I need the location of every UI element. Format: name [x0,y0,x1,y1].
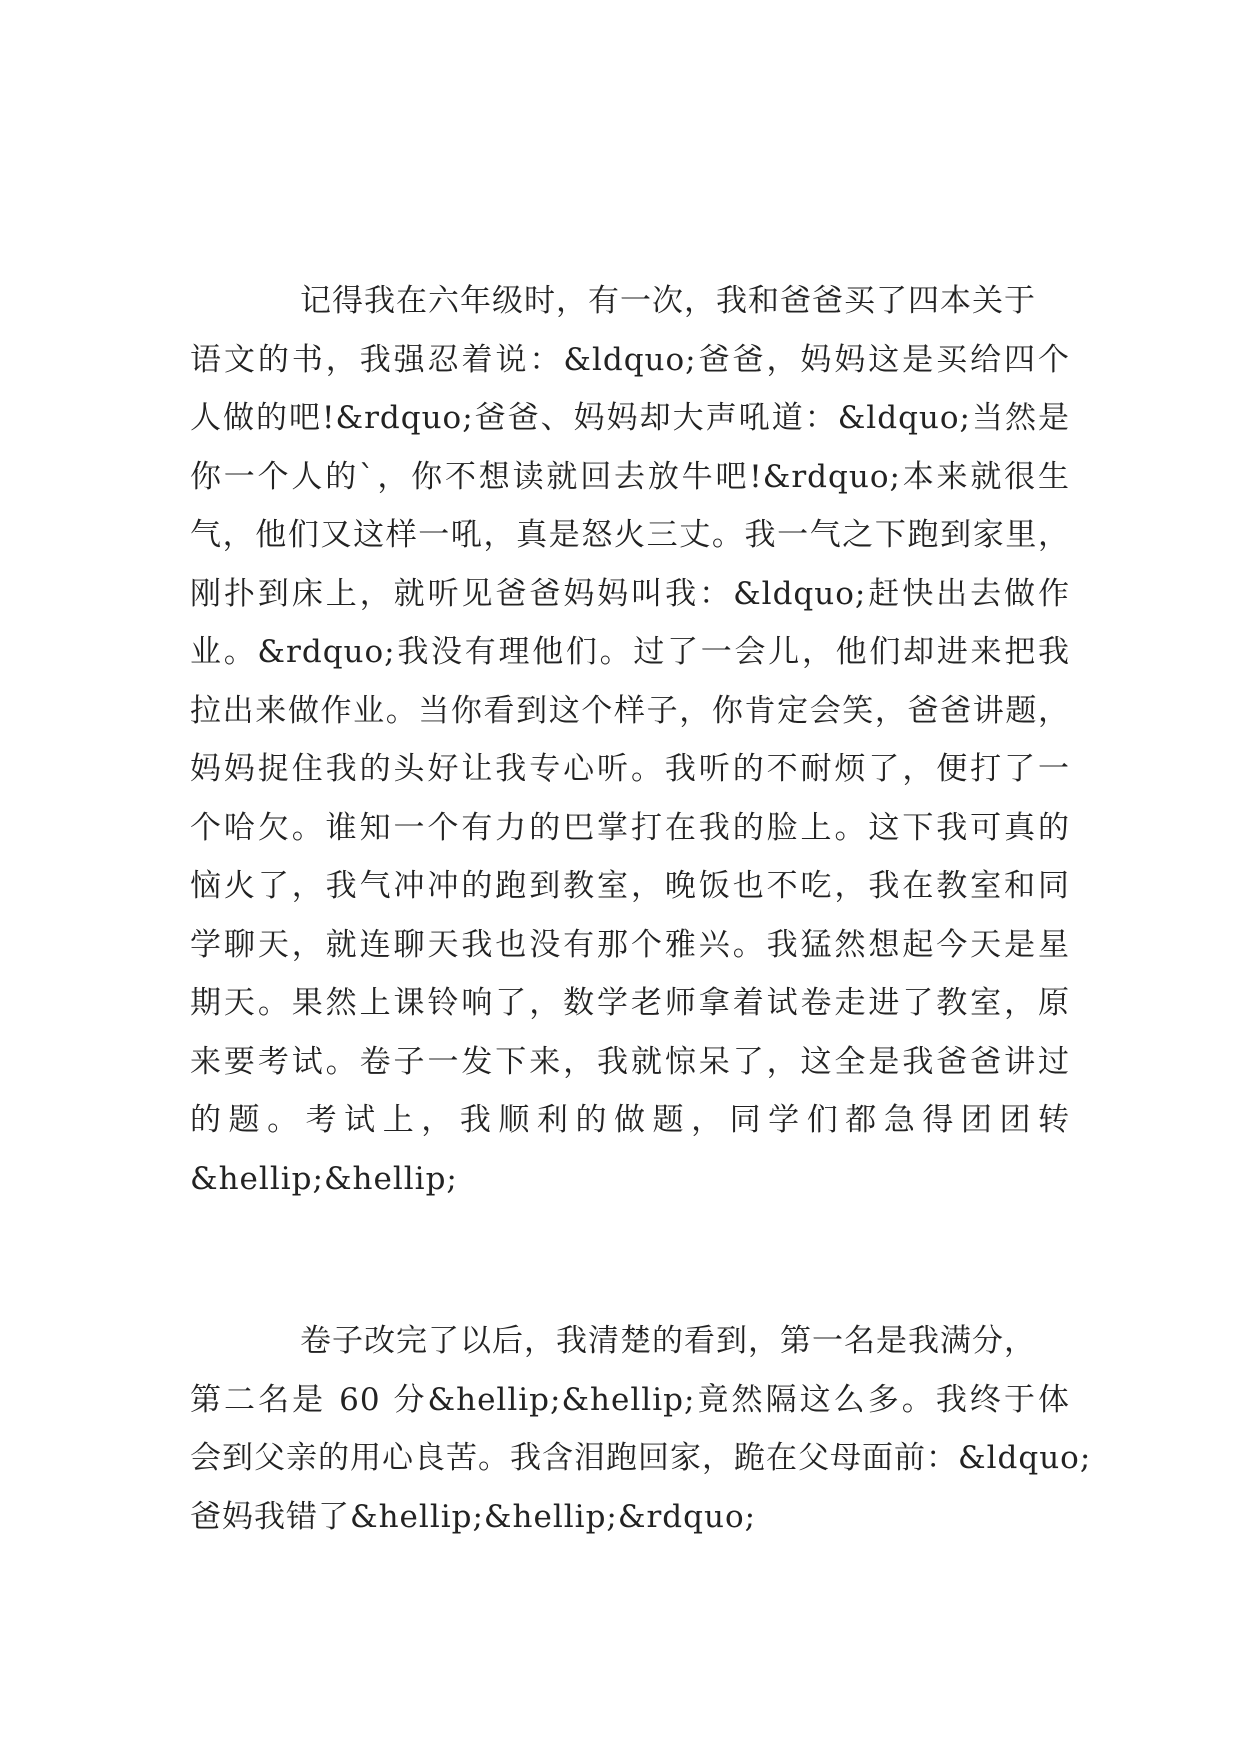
paragraph-line: 的题。考试上，我顺利的做题，同学们都急得团团转 [190,1102,1070,1138]
paragraph-line: 你一个人的`，你不想读就回去放牛吧!&rdquo;本来就很生 [190,458,1070,495]
paragraph-line: 学聊天，就连聊天我也没有那个雅兴。我猛然想起今天是星 [190,926,1070,963]
paragraph-line: 妈妈捉住我的头好让我专心听。我听的不耐烦了，便打了一 [190,751,1070,787]
paragraph-2 [190,1312,1092,1546]
paragraph-line: 气，他们又这样一吼，真是怒火三丈。我一气之下跑到家里， [190,517,1070,553]
paragraph-line: 第二名是 60 分&hellip;&hellip;竟然隔这么多。我终于体 [190,1381,1070,1418]
paragraph-line: 拉出来做作业。当你看到这个样子，你肯定会笑，爸爸讲题， [190,692,1070,729]
paragraph-line: 记得我在六年级时，有一次，我和爸爸买了四本关于 [300,283,1036,319]
paragraph-line: 刚扑到床上，就听见爸爸妈妈叫我：&ldquo;赶快出去做作 [190,575,1070,612]
paragraph-1 [190,272,1070,1208]
paragraph-line: 业。&rdquo;我没有理他们。过了一会儿，他们却进来把我 [190,634,1070,670]
paragraph-line: 人做的吧!&rdquo;爸爸、妈妈却大声吼道：&ldquo;当然是 [190,400,1070,436]
paragraph-line: 来要考试。卷子一发下来，我就惊呆了，这全是我爸爸讲过 [190,1043,1070,1080]
paragraph-line: 卷子改完了以后，我清楚的看到，第一名是我满分， [300,1323,1036,1359]
paragraph-line: 语文的书，我强忍着说：&ldquo;爸爸，妈妈这是买给四个 [190,341,1070,378]
paragraph-line: 期天。果然上课铃响了，数学老师拿着试卷走进了教室，原 [190,985,1070,1021]
paragraph-line: &hellip;&hellip; [190,1160,458,1197]
paragraph-line: 会到父亲的用心良苦。我含泪跑回家，跪在父母面前：&ldquo; [190,1440,1092,1476]
paragraph-line: 爸妈我错了&hellip;&hellip;&rdquo; [190,1498,757,1535]
paragraph-line: 恼火了，我气冲冲的跑到教室，晚饭也不吃，我在教室和同 [190,868,1070,904]
paragraph-line: 个哈欠。谁知一个有力的巴掌打在我的脸上。这下我可真的 [190,809,1070,846]
